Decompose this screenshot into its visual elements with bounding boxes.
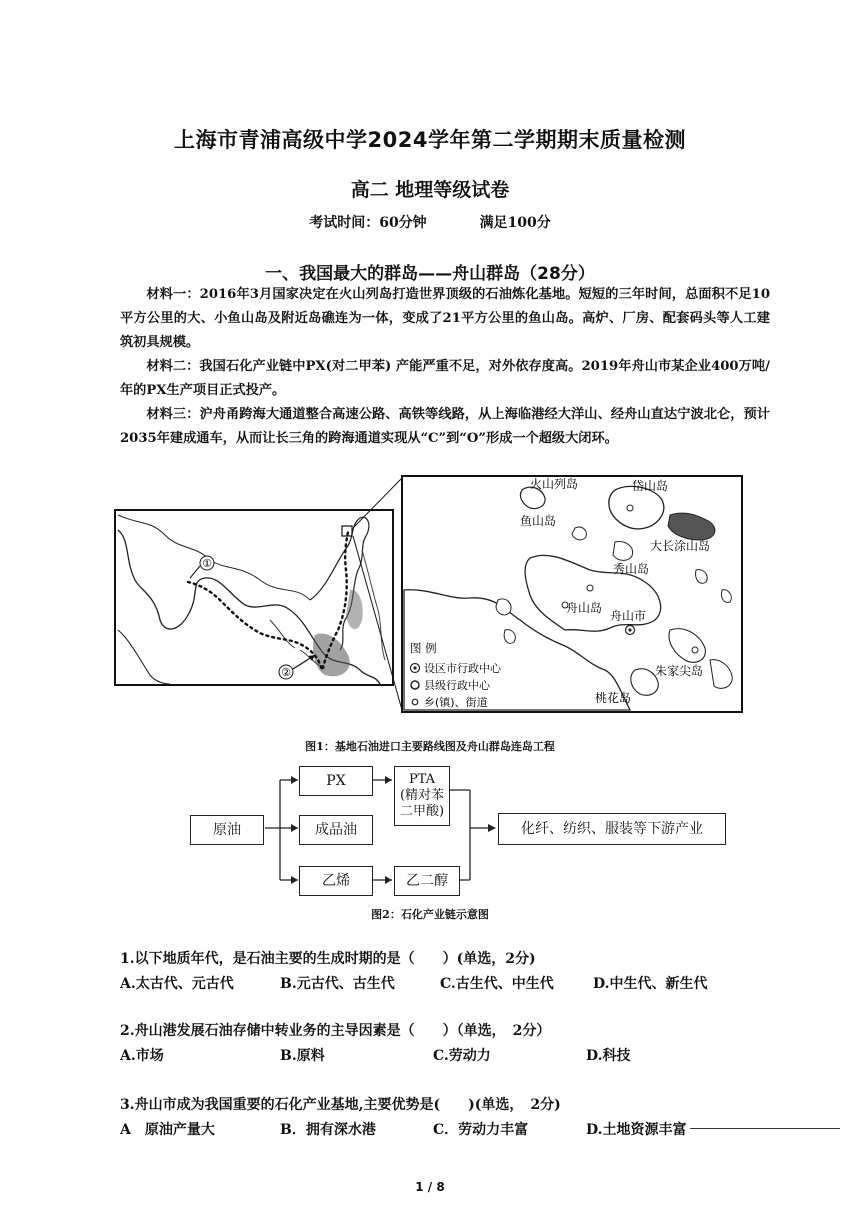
label-xiushan-island: 秀山岛 (613, 562, 650, 576)
legend-item-city: 设区市行政中心 (424, 662, 501, 675)
node-ethylene: 乙烯 (299, 866, 373, 896)
node-pta-line3: 二甲酸) (399, 804, 445, 819)
node-pta-line1: PTA (408, 772, 436, 787)
node-downstream: 化纤、纺织、服装等下游产业 (498, 813, 726, 845)
label-yushan-island: 鱼山岛 (520, 514, 557, 528)
label-daishan-island: 岱山岛 (632, 479, 669, 493)
label-dachangtu-island: 大长涂山岛 (650, 539, 711, 553)
q2-option-a[interactable]: A.市场 (120, 1048, 164, 1064)
figure1-caption: 图1：基地石油进口主要路线图及舟山群岛连岛工程 (305, 740, 555, 753)
route-marker-1: ① (202, 557, 212, 570)
figure2-caption: 图2：石化产业链示意图 (371, 908, 489, 921)
q3-option-c[interactable]: C．劳动力丰富 (433, 1122, 529, 1138)
question-2-stem: 2.舟山港发展石油存储中转业务的主导因素是（ ）（单选， 2分） (120, 1023, 551, 1039)
route-marker-2: ② (281, 666, 291, 679)
material-1: 材料一：2016年3月国家决定在火山列岛打造世界顶级的石油炼化基地。短短的三年时间，总面积不足10平方公里的大、小鱼山岛及附近岛礁连为一体，变成了21平方公里的鱼山岛。高炉、厂房、配套码头等人工建筑初具规模。 (120, 287, 770, 350)
node-ethylene-glycol: 乙二醇 (394, 866, 460, 896)
legend-item-county: 县级行政中心 (424, 679, 490, 692)
q3-option-b[interactable]: B．拥有深水港 (280, 1122, 376, 1138)
label-taohua-island: 桃花岛 (595, 691, 632, 705)
question-2-options (120, 1045, 760, 1065)
legend-title: 图 例 (410, 641, 437, 655)
q2-option-c[interactable]: C.劳动力 (433, 1048, 491, 1064)
exam-info (0, 212, 860, 232)
node-px: PX (299, 766, 373, 796)
label-zhoushan-city: 舟山市 (610, 609, 647, 623)
q1-option-b[interactable]: B.元古代、古生代 (280, 976, 395, 992)
figure1-maps (110, 470, 750, 720)
q1-option-d[interactable]: D.中生代、新生代 (593, 976, 708, 992)
node-pta (394, 766, 450, 826)
q2-option-d[interactable]: D.科技 (586, 1048, 631, 1064)
material-2: 材料二：我国石化产业链中PX(对二甲苯) 产能严重不足，对外依存度高。2019年舟山市某企业400万吨/年的PX生产项目正式投产。 (120, 359, 770, 398)
q1-option-c[interactable]: C.古生代、中生代 (440, 976, 554, 992)
node-pta-line2: (精对苯 (399, 788, 445, 803)
page-number: 1 / 8 (415, 1180, 445, 1194)
scan-line (690, 1128, 840, 1129)
question-3-options (120, 1119, 760, 1139)
q1-option-a[interactable]: A.太古代、元古代 (120, 976, 234, 992)
question-1-options (120, 973, 760, 993)
question-1-stem: 1.以下地质年代，是石油主要的生成时期的是（ ）(单选，2分) (120, 951, 536, 967)
label-huoshan-islands: 火山列岛 (530, 477, 579, 491)
exam-title: 上海市青浦高级中学2024学年第二学期期末质量检测 (174, 128, 686, 152)
full-score: 满足100分 (479, 215, 551, 231)
exam-subtitle: 高二 地理等级试卷 (350, 179, 510, 201)
legend-item-town: 乡(镇)、街道 (424, 696, 488, 709)
label-zhujiajian-island: 朱家尖岛 (655, 664, 704, 678)
exam-time: 考试时间：60分钟 (309, 215, 427, 231)
node-refined-oil: 成品油 (299, 815, 373, 845)
q3-option-d[interactable]: D.土地资源丰富 (586, 1122, 687, 1138)
node-crude-oil: 原油 (190, 815, 264, 845)
q2-option-b[interactable]: B.原料 (280, 1048, 325, 1064)
material-3: 材料三：沪舟甬跨海大通道整合高速公路、高铁等线路，从上海临港经大洋山、经舟山直达宁波北仑，预计2035年建成通车，从而让长三角的跨海通道实现从“C”到“O”形成一个超级大闭环。 (120, 407, 770, 446)
question-3-stem: 3.舟山市成为我国重要的石化产业基地,主要优势是( )(单选， 2分) (120, 1097, 561, 1113)
label-zhoushan-island: 舟山岛 (566, 601, 603, 615)
section-title: 一、我国最大的群岛——舟山群岛（28分） (265, 264, 595, 284)
q3-option-a[interactable]: A 原油产量大 (120, 1122, 215, 1138)
